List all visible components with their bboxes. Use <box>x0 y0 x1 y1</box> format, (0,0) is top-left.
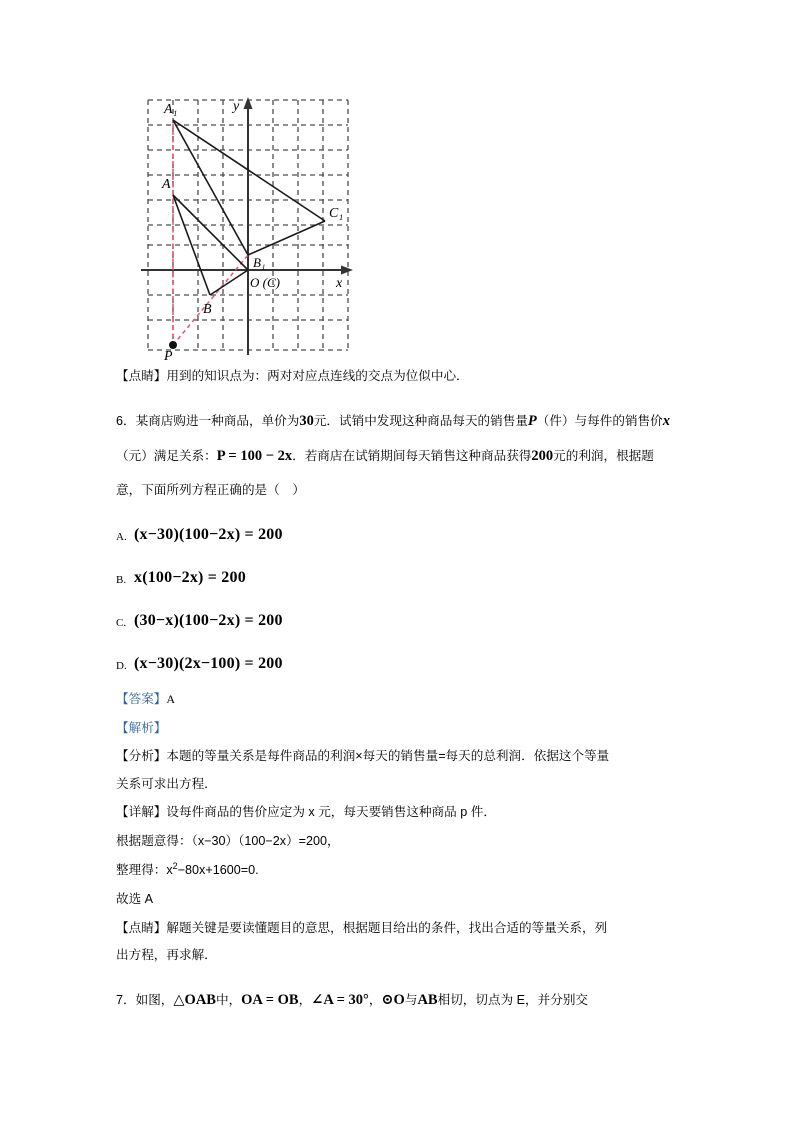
detail-tag: 【详解】 <box>116 805 167 820</box>
note-bottom-line-2: 出方程，再求解． <box>116 948 217 963</box>
question7-number: 7． <box>116 992 136 1007</box>
option-a-equation: (x−30)(100−2x) = 200 <box>134 526 283 544</box>
note-bottom-text-1: 解题关键是要读懂题目的意思，根据题目给出的条件，找出合适的等量关系，列 <box>166 920 608 935</box>
option-row-c[interactable] <box>116 604 678 630</box>
label-a: A <box>162 177 171 192</box>
similar-triangles-diagram <box>133 93 363 363</box>
label-b1: B₁ <box>253 255 266 270</box>
analysis-tag: 【分析】 <box>116 749 167 764</box>
option-row-a[interactable] <box>116 518 678 544</box>
analysis-line-2: 关系可求出方程． <box>116 776 217 791</box>
option-b-equation: x(100−2x) = 200 <box>134 569 246 587</box>
question7-text-5: 与 <box>404 992 418 1007</box>
question7-math-triangle: △OAB <box>173 991 216 1008</box>
label-x-axis: x <box>336 276 343 291</box>
question6-text-4: 件的销售价 <box>599 413 663 428</box>
detail-line-1 <box>116 803 678 823</box>
answer-value: A <box>166 692 176 707</box>
note-top-text: 用到的知识点为：两对对应点连线的交点为位似中心． <box>166 369 469 383</box>
question6-text-7: 元的利润，根据题意，下面所列方程正确的是（ ） <box>116 449 654 497</box>
p-to-b1-line <box>173 255 248 345</box>
option-c-equation: (30−x)(100−2x) = 200 <box>134 612 283 630</box>
question6-text-3: （件）与每 <box>536 413 600 428</box>
question6-math-p: P <box>527 412 537 429</box>
answer-tag: 【答案】 <box>116 692 167 707</box>
question6-text-2: 元．试销中发现这种商品每天的销售量 <box>313 413 528 428</box>
text-content <box>116 367 678 1014</box>
question6-text-1: 某商店购进一种商品，单价为 <box>135 413 300 428</box>
question7-text-6: 相切，切点为 E，并分别交 <box>437 992 589 1007</box>
label-o-c: O (C) <box>250 275 280 290</box>
label-p: P <box>164 349 173 363</box>
question7-text-1: 如图， <box>135 992 174 1007</box>
coordinate-axes <box>141 107 344 355</box>
analysis-line-1 <box>116 747 678 767</box>
note-top-paragraph <box>116 367 678 387</box>
option-row-d[interactable] <box>116 647 678 673</box>
x-axis-arrow <box>341 266 353 275</box>
question6-math-30: 30 <box>299 412 314 429</box>
question6-stem <box>116 404 678 506</box>
question6-math-relation: P = 100 − 2x <box>216 448 293 465</box>
detail-text-1: 设每件商品的售价应定为 x 元，每天要销售这种商品 p 件． <box>166 805 496 820</box>
note-top-tag: 【点睛】 <box>116 369 167 383</box>
detail-text-3-suffix: −80x+1600=0. <box>177 863 259 878</box>
figure-labels <box>161 99 343 363</box>
question6-number: 6． <box>116 413 136 428</box>
question7-math-oa-ob: OA = OB <box>241 991 299 1008</box>
question6-text-6: ．若商店在试销期间每天销售这种商品获得 <box>292 449 532 464</box>
label-b: B <box>203 302 212 317</box>
question7-math-ab: AB <box>417 991 438 1008</box>
note-bottom-line-1 <box>116 919 678 939</box>
geometry-figure <box>133 93 363 363</box>
question7-math-angle: ∠A = 30° <box>311 991 369 1008</box>
option-d-equation: (x−30)(2x−100) = 200 <box>134 655 283 673</box>
question7-stem <box>116 989 678 1011</box>
detail-line-2: 根据题意得：（x−30）（100−2x）=200， <box>116 833 340 848</box>
question7-text-4: ， <box>368 992 382 1007</box>
question6-math-x: x <box>662 412 670 429</box>
question6-math-200: 200 <box>531 448 554 465</box>
option-c-letter: C. <box>116 617 127 630</box>
label-c1: C₁ <box>329 206 344 221</box>
conclusion-line: 故选 A <box>116 892 154 907</box>
detail-text-3-prefix: 整理得：x <box>116 863 173 878</box>
option-a-letter: A. <box>116 531 127 544</box>
label-a1: A₁ <box>164 102 178 117</box>
question6-text-5: （元）满足关系： <box>116 449 217 464</box>
point-p-marker <box>169 341 177 349</box>
question7-math-circle: ⊙O <box>381 991 405 1008</box>
detail-exponent: 2 <box>172 861 178 872</box>
option-row-b[interactable] <box>116 561 678 587</box>
note-bottom-tag: 【点睛】 <box>116 920 167 935</box>
y-axis-arrow <box>244 97 253 109</box>
question7-text-3: ， <box>298 992 312 1007</box>
question7-text-2: 中， <box>215 992 242 1007</box>
answer-line <box>116 690 678 710</box>
jiexi-tag: 【解析】 <box>116 720 167 735</box>
analysis-text-1: 本题的等量关系是每件商品的利润×每天的销售量=每天的总利润．依据这个等量 <box>166 749 610 764</box>
detail-line-3 <box>116 860 678 881</box>
label-y-axis: y <box>233 99 240 114</box>
option-d-letter: D. <box>116 660 127 673</box>
option-b-letter: B. <box>116 574 127 587</box>
